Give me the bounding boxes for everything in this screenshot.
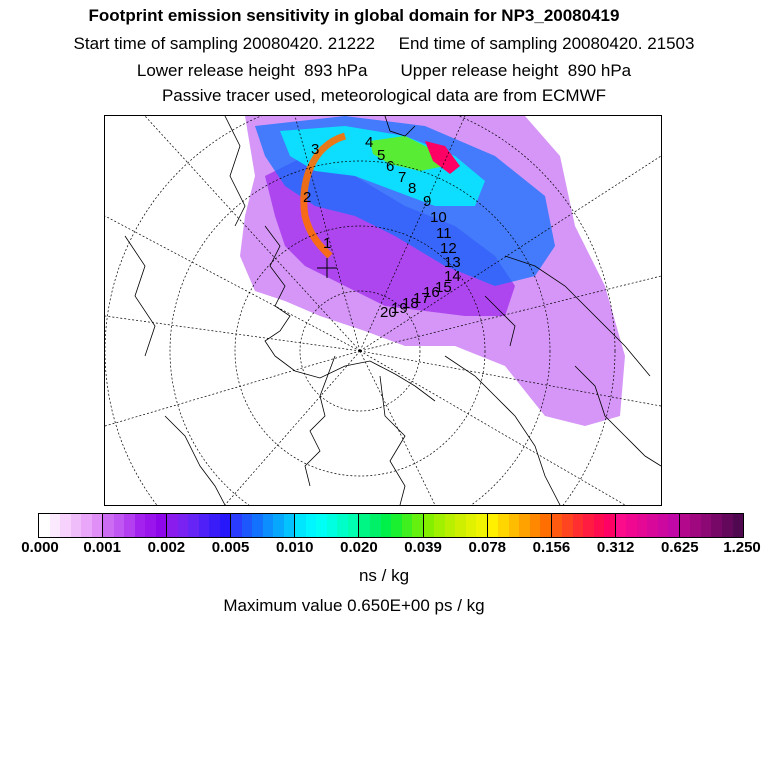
colorbar-segment xyxy=(71,514,82,537)
colorbar xyxy=(38,513,744,538)
colorbar-segment xyxy=(434,514,445,537)
maximum-value: Maximum value 0.650E+00 ps / kg xyxy=(223,596,485,615)
colorbar-segment xyxy=(519,514,530,537)
trajectory-label: 14 xyxy=(444,268,461,285)
colorbar-tick-label: 0.020 xyxy=(340,539,378,556)
colorbar-segment xyxy=(348,514,360,537)
colorbar-segment xyxy=(604,514,616,537)
trajectory-label: 15 xyxy=(435,279,452,296)
trajectory-label: 19 xyxy=(391,300,408,317)
colorbar-tick-label: 0.010 xyxy=(275,539,314,556)
colorbar-segment xyxy=(39,514,50,537)
colorbar-segment xyxy=(637,514,648,537)
release-heights xyxy=(0,61,768,81)
colorbar-segment xyxy=(316,514,327,537)
colorbar-segment xyxy=(284,514,296,537)
colorbar-segment xyxy=(60,514,71,537)
plot-title: Footprint emission sensitivity in global domain for NP3_20080419 xyxy=(88,6,620,25)
trajectory-label: 13 xyxy=(444,254,461,271)
colorbar-segment xyxy=(381,514,392,537)
colorbar-segment xyxy=(616,514,627,537)
colorbar-segment xyxy=(391,514,402,537)
colorbar-segment xyxy=(327,514,338,537)
trajectory-label: 20 xyxy=(380,304,397,321)
colorbar-segment xyxy=(103,514,114,537)
colorbar-segment xyxy=(488,514,499,537)
trajectory-label: 17 xyxy=(413,290,430,307)
colorbar-tick-label: 0.001 xyxy=(83,539,121,556)
trajectory-label: 16 xyxy=(423,284,440,301)
colorbar-tick-label: 0.002 xyxy=(147,539,186,556)
colorbar-tick-label: 0.005 xyxy=(211,539,250,556)
colorbar-segment xyxy=(263,514,274,537)
start-time: Start time of sampling 20080420. 21222 xyxy=(73,34,376,53)
colorbar-units: ns / kg xyxy=(358,566,410,585)
colorbar-segment xyxy=(455,514,466,537)
colorbar-segment xyxy=(711,514,722,537)
colorbar-segment xyxy=(540,514,552,537)
trajectory-label: 6 xyxy=(386,158,395,175)
colorbar-tick-label: 0.039 xyxy=(404,539,442,556)
colorbar-segment xyxy=(199,514,210,537)
colorbar-tick-label: 1.250 xyxy=(723,539,761,556)
colorbar-segment xyxy=(114,514,125,537)
colorbar-segment xyxy=(359,514,370,537)
colorbar-segment xyxy=(337,514,348,537)
colorbar-segment xyxy=(552,514,563,537)
trajectory-label: 11 xyxy=(436,225,452,242)
trajectory-label: 4 xyxy=(365,134,374,151)
trajectory-label: 9 xyxy=(423,193,432,210)
colorbar-segment xyxy=(668,514,680,537)
colorbar-segment xyxy=(220,514,232,537)
colorbar-segment xyxy=(498,514,509,537)
colorbar-segment xyxy=(647,514,658,537)
colorbar-segment xyxy=(562,514,573,537)
trajectory-label: 18 xyxy=(402,295,419,312)
colorbar-segment xyxy=(476,514,488,537)
colorbar-tick-label: 0.312 xyxy=(596,539,635,556)
colorbar-segment xyxy=(690,514,701,537)
colorbar-segment xyxy=(701,514,712,537)
colorbar-segment xyxy=(156,514,168,537)
colorbar-segment xyxy=(722,514,733,537)
sampling-times xyxy=(0,34,768,54)
colorbar-segment xyxy=(231,514,242,537)
trajectory-label: 3 xyxy=(311,141,320,158)
colorbar-segment xyxy=(626,514,637,537)
colorbar-segment xyxy=(252,514,263,537)
colorbar-segment xyxy=(178,514,189,537)
colorbar-segment xyxy=(81,514,92,537)
colorbar-segment xyxy=(370,514,381,537)
colorbar-segment xyxy=(242,514,253,537)
colorbar-segment xyxy=(209,514,220,537)
colorbar-tick-label: 0.078 xyxy=(468,539,507,556)
tracer-info: Passive tracer used, meteorological data are from ECMWF xyxy=(161,86,607,105)
colorbar-segment xyxy=(273,514,284,537)
colorbar-segment xyxy=(445,514,456,537)
colorbar-segment xyxy=(424,514,435,537)
colorbar-segment xyxy=(573,514,584,537)
lower-release-height: Lower release height 893 hPa xyxy=(136,61,368,80)
colorbar-tick-label: 0.156 xyxy=(532,539,571,556)
colorbar-segment xyxy=(145,514,156,537)
colorbar-segment xyxy=(530,514,541,537)
trajectory-label: 10 xyxy=(430,209,447,226)
colorbar-segment xyxy=(412,514,424,537)
footprint-map xyxy=(104,115,662,506)
colorbar-segment xyxy=(658,514,669,537)
colorbar-segment xyxy=(402,514,413,537)
upper-release-height: Upper release height 890 hPa xyxy=(400,61,632,80)
colorbar-segment xyxy=(124,514,135,537)
colorbar-segment xyxy=(295,514,306,537)
colorbar-segment xyxy=(50,514,61,537)
trajectory-label: 12 xyxy=(440,240,457,257)
trajectory-label: 1 xyxy=(323,235,332,252)
colorbar-segment xyxy=(188,514,199,537)
colorbar-segment xyxy=(135,514,146,537)
colorbar-segment xyxy=(306,514,317,537)
colorbar-segment xyxy=(466,514,477,537)
trajectory-label: 2 xyxy=(303,189,312,206)
trajectory-label: 5 xyxy=(377,147,386,164)
colorbar-tick-label: 0.000 xyxy=(21,539,59,556)
end-time: End time of sampling 20080420. 21503 xyxy=(398,34,695,53)
colorbar-segment xyxy=(167,514,178,537)
trajectory-label: 7 xyxy=(398,169,407,186)
map-canvas xyxy=(105,116,661,505)
trajectory-label: 8 xyxy=(408,180,417,197)
colorbar-tick-label: 0.625 xyxy=(661,539,699,556)
colorbar-segment xyxy=(680,514,691,537)
colorbar-segment xyxy=(594,514,605,537)
colorbar-segment xyxy=(733,514,744,537)
colorbar-segment xyxy=(92,514,104,537)
colorbar-segment xyxy=(583,514,594,537)
colorbar-segment xyxy=(509,514,520,537)
